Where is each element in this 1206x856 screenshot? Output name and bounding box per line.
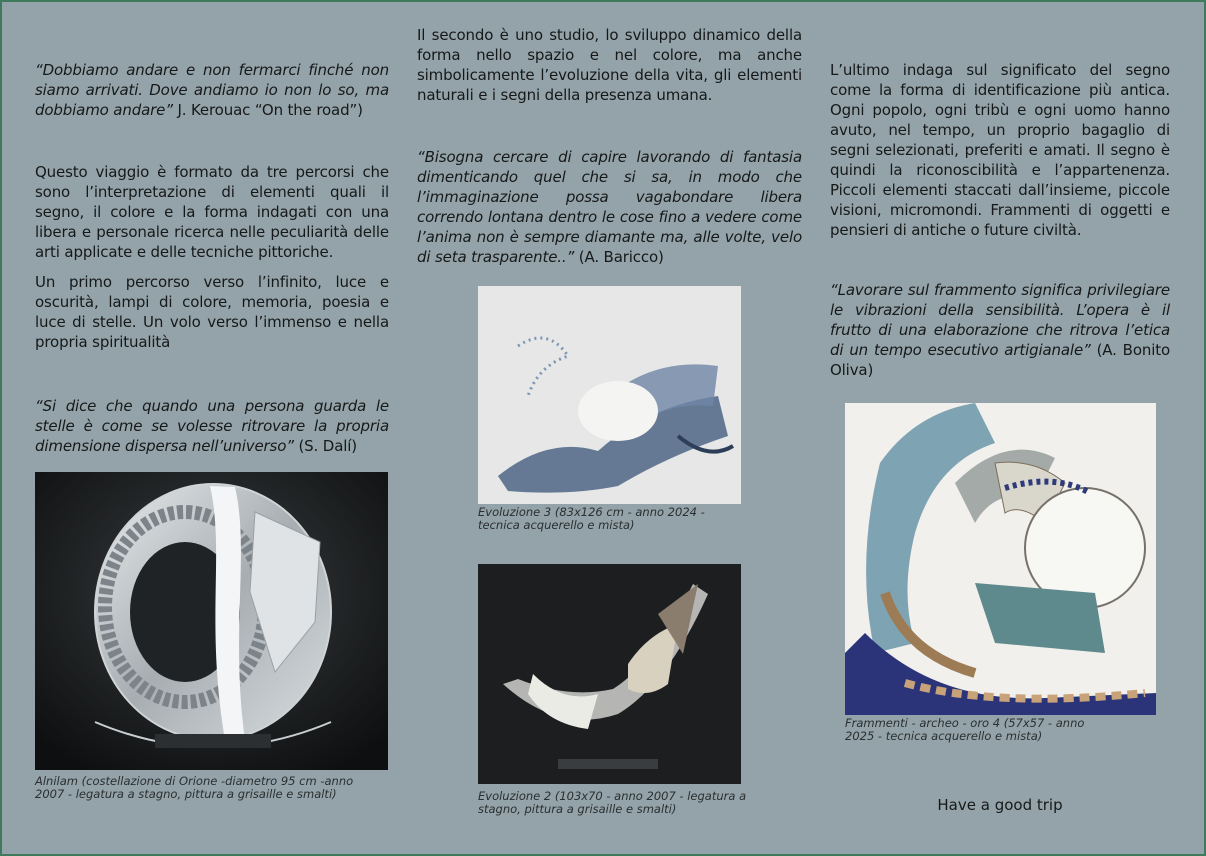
first-path-paragraph: Un primo percorso verso l’infinito, luce e oscurità, lampi di colore, memoria, poesia e luce di stelle. Un volo verso l’immenso e nella propria spiritualità xyxy=(35,273,389,351)
frammenti-artwork-image xyxy=(845,403,1156,715)
quote-author: (S. Dalí) xyxy=(298,437,357,455)
quote-author: J. Kerouac “On the road”) xyxy=(177,101,363,119)
quote-text: “Bisogna cercare di capire lavorando di fantasia dimenticando quel che si sa, in modo che l’immaginazione possa vagabondare libera correndo lontana dentro le cose fino a vedere come l’anima non è sempre diamante ma, alle volte, velo di seta trasparente..” xyxy=(417,148,802,266)
closing-greeting: Have a good trip xyxy=(937,796,1063,814)
quote-author: (A. Baricco) xyxy=(578,248,664,266)
evoluzione-2-artwork-image xyxy=(478,564,741,784)
alnilam-artwork-image xyxy=(35,472,388,770)
evoluzione-3-artwork-image xyxy=(478,286,741,504)
kerouac-quote xyxy=(35,60,389,120)
evoluzione-3-caption: Evoluzione 3 (83x126 cm - anno 2024 - tecnica acquerello e mista) xyxy=(478,505,705,532)
quote-text: “Lavorare sul frammento significa privilegiare le vibrazioni della sensibilità. L’opera è il frutto di una elaborazione che ritrova l’etica di un tempo esecutivo artigianale” xyxy=(830,281,1170,359)
baricco-quote xyxy=(417,147,802,267)
quote-text: “Si dice che quando una persona guarda le stelle è come se volesse ritrovare la propria dimensione dispersa nell’universo” xyxy=(35,397,389,455)
alnilam-caption: Alnilam (costellazione di Orione -diametro 95 cm -anno 2007 - legatura a stagno, pittura a grisaille e smalti) xyxy=(35,774,354,801)
bonito-oliva-quote xyxy=(830,280,1170,380)
second-path-paragraph: Il secondo è uno studio, lo sviluppo dinamico della forma nello spazio e nel colore, ma anche simbolicamente l’evoluzione della vita, gli elementi naturali e i segni della presenza umana. xyxy=(417,26,802,104)
third-path-paragraph: L’ultimo indaga sul significato del segno come la forma di identificazione più antica. Ogni popolo, ogni tribù e ogni uomo hanno avuto, nel tempo, un proprio bagaglio di segni selezionati, preferiti e amati. Il segno è quindi la riconoscibilità e l’appartenenza. Piccoli elementi staccati dall’insieme, piccole visioni, micromondi. Frammenti di oggetti e pensieri di antiche o future civiltà. xyxy=(830,61,1170,239)
intro-paragraph: Questo viaggio è formato da tre percorsi che sono l’interpretazione di elementi quali il segno, il colore e la forma indagati con una libera e personale ricerca nelle peculiarità delle arti applicate e delle tecniche pittoriche. xyxy=(35,163,389,261)
quote-author: (A. Bonito Oliva) xyxy=(830,341,1170,379)
column-1 xyxy=(35,60,389,120)
frammenti-caption: Frammenti - archeo - oro 4 (57x57 - anno 2025 - tecnica acquerello e mista) xyxy=(845,716,1085,743)
dali-quote xyxy=(35,396,389,456)
quote-text: “Dobbiamo andare e non fermarci finché non siamo arrivati. Dove andiamo io non lo so, ma dobbiamo andare” xyxy=(35,61,389,119)
evoluzione-2-caption: Evoluzione 2 (103x70 - anno 2007 - legatura a stagno, pittura a grisaille e smalti) xyxy=(478,789,747,816)
